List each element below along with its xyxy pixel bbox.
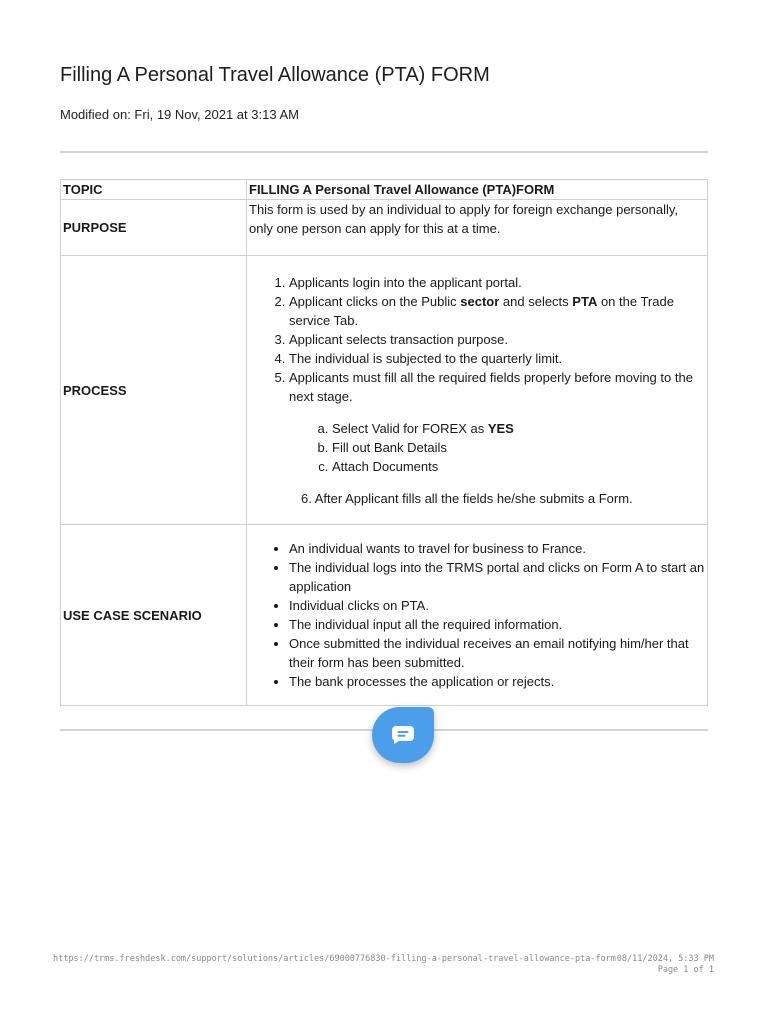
list-item: • The bank processes the application or rejects.: [289, 672, 705, 691]
purpose-cell: [247, 200, 708, 256]
table-row-usecase: [61, 525, 708, 706]
list-item: [289, 368, 705, 476]
step-text: Applicants login into the applicant portal.: [289, 274, 522, 290]
list-item: • Once submitted the individual receives an email notifying him/her that their form has been submitted.: [289, 634, 705, 672]
table-row-process: [61, 256, 708, 525]
process-steps-list: [249, 273, 705, 476]
substep-text: Fill out Bank Details: [332, 439, 447, 455]
list-item: [289, 330, 705, 349]
footer-url: https://trms.freshdesk.com/support/solutions/articles/69000776830-filling-a-personal-travel-allowance-pta-form: [53, 954, 616, 964]
chat-widget-button[interactable]: [372, 707, 434, 763]
purpose-label: PURPOSE: [61, 200, 247, 256]
step-6-text: 6. After Applicant fills all the fields he/she submits a Form.: [301, 490, 633, 506]
process-substeps-list: [289, 419, 705, 476]
step-text: on the Trade service Tab.: [289, 293, 674, 328]
process-cell: [247, 256, 708, 525]
list-item: [289, 349, 705, 368]
table-row-purpose: [61, 200, 708, 256]
article-title: Filling A Personal Travel Allowance (PTA) FORM: [60, 64, 490, 86]
footer-page-number: Page 1 of 1: [657, 965, 714, 975]
usecase-list: [249, 539, 705, 691]
process-label: PROCESS: [61, 256, 247, 525]
list-item: • An individual wants to travel for business to France.: [289, 539, 705, 558]
list-item: [332, 457, 705, 476]
list-item: • Individual clicks on PTA.: [289, 596, 705, 615]
footer-datetime: 08/11/2024, 5:33 PM: [616, 954, 714, 964]
usecase-cell: [247, 525, 708, 706]
substep-text: Attach Documents: [332, 458, 439, 474]
header-divider: [60, 151, 708, 153]
table-row-topic: [61, 180, 708, 200]
step-text: Applicant clicks on the Public: [289, 293, 461, 309]
topic-value: FILLING A Personal Travel Allowance (PTA)FORM: [247, 180, 708, 200]
step-bold-text: sector: [460, 293, 500, 309]
purpose-text: This form is used by an individual to apply for foreign exchange personally, only one person can apply for this at a time.: [249, 202, 678, 236]
substep-bold-text: YES: [487, 420, 514, 436]
usecase-label: USE CASE SCENARIO: [61, 525, 247, 706]
list-item: • The individual input all the required information.: [289, 615, 705, 634]
info-table: [60, 179, 708, 706]
list-item: [289, 292, 705, 330]
step-text: The individual is subjected to the quarterly limit.: [289, 350, 563, 366]
substep-text: Select Valid for FOREX as: [332, 420, 488, 436]
list-item: [332, 438, 705, 457]
step-bold-text: PTA: [572, 293, 598, 309]
step-text: Applicants must fill all the required fields properly before moving to the next stage.: [289, 369, 693, 404]
step-text: and selects: [499, 293, 573, 309]
list-item: [289, 273, 705, 292]
modified-date: Modified on: Fri, 19 Nov, 2021 at 3:13 AM: [60, 107, 299, 122]
chat-bubble-icon: [391, 725, 415, 745]
step-text: Applicant selects transaction purpose.: [289, 331, 508, 347]
list-item: • The individual logs into the TRMS portal and clicks on Form A to start an application: [289, 558, 705, 596]
list-item: [332, 419, 705, 438]
topic-label: TOPIC: [61, 180, 247, 200]
